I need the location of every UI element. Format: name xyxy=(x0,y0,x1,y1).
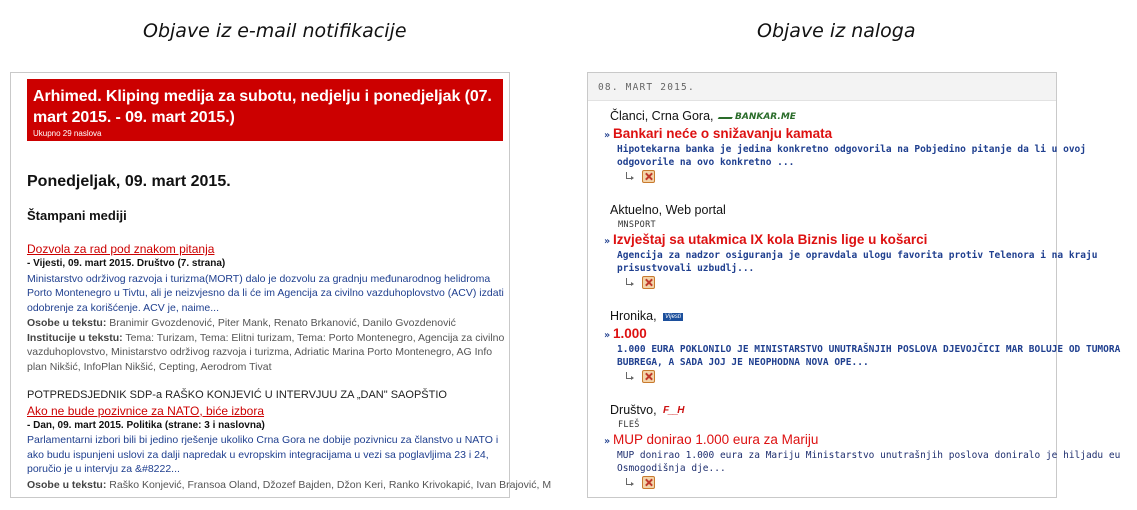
day-heading: Ponedjeljak, 09. mart 2015. xyxy=(27,173,231,190)
feed-item-actions xyxy=(625,476,655,489)
feed-item-summary: MUP donirao 1.000 eura za Mariju Ministarstvo unutrašnjih poslova doniralo je hiljadu eu Osmogodišnja dje... xyxy=(617,450,1121,474)
email-header-banner xyxy=(27,79,503,141)
account-feed-panel xyxy=(587,72,1121,498)
delete-icon[interactable] xyxy=(642,276,655,289)
category-text: Članci, Crna Gora, xyxy=(610,109,714,123)
article-meta: - Dan, 09. mart 2015. Politika (strane: 3 i naslovna) xyxy=(27,419,265,431)
article-people-line xyxy=(27,478,552,493)
share-arrow-icon[interactable] xyxy=(625,278,635,288)
article-people-line xyxy=(27,316,511,331)
article-title-link[interactable]: Ako ne bude pozivnice za NATO, biće izbora xyxy=(27,403,265,418)
feed-item-summary: Agencija za nadzor osiguranja je opravdala ulogu favorita protiv Telenora i na kraju prisustvovali uzbudlj... xyxy=(617,250,1098,274)
feed-item-category xyxy=(610,403,683,417)
double-chevron-icon: » xyxy=(604,330,611,341)
institutions-list: Tema: Turizam, Tema: Elitni turizam, Tema: Porto Montenegro, Agencija za civilno vazduhoplovstvo, Ministarstvo održivog razvoja i turizma, Adriatic Marina Porto Montenegro, AG Info plan Nikšić, InfoPlan Nikšić, Cepting, Aerodrom Tivat xyxy=(27,331,505,373)
feed-item-actions xyxy=(625,370,655,383)
share-arrow-icon[interactable] xyxy=(625,372,635,382)
double-chevron-icon: » xyxy=(604,436,611,447)
feed-item-category xyxy=(610,109,796,123)
people-label: Osobe u tekstu: xyxy=(27,478,107,491)
feed-item-title[interactable]: Izvještaj sa utakmica IX kola Biznis lige u košarci xyxy=(613,232,928,247)
feed-item-headline[interactable] xyxy=(604,431,818,449)
share-arrow-icon[interactable] xyxy=(625,172,635,182)
article-excerpt: Ministarstvo održivog razvoja i turizma(MORT) dalo je dozvolu za gradnju međunarodnog helidroma Porto Montenegro u Tivtu, ali je neizvjesno da li će im Agencija za civilno vazduhoplovstvo (ACV) izdati odobrenje za korišćenje. ACV je, naime... xyxy=(27,272,504,314)
feed-item-title[interactable]: 1.000 xyxy=(613,326,647,341)
institutions-label: Institucije u tekstu: xyxy=(27,331,123,344)
fles-logo-icon: F__H xyxy=(663,405,684,417)
feed-item-category: Aktuelno, Web portal xyxy=(610,203,726,217)
delete-icon[interactable] xyxy=(642,370,655,383)
feed-item-summary: Hipotekarna banka je jedina konkretno odgovorila na Pobjedino pitanje da li u ovoj odgovorile na ovo konkretno ... xyxy=(617,144,1086,168)
feed-item-title[interactable]: Bankari neće o snižavanju kamata xyxy=(613,126,833,141)
feed-item-title[interactable]: MUP donirao 1.000 eura za Mariju xyxy=(613,432,819,447)
article-title-link[interactable]: Dozvola za rad pod znakom pitanja xyxy=(27,242,215,256)
bankar-logo-icon: BANKAR.ME xyxy=(720,111,796,122)
article-institutions-line xyxy=(27,331,511,375)
feed-item-headline[interactable] xyxy=(604,125,832,143)
share-arrow-icon[interactable] xyxy=(625,478,635,488)
delete-icon[interactable] xyxy=(642,476,655,489)
article-excerpt: Parlamentarni izbori bili bi jedino rješenje ukoliko Crna Gora ne dobije pozivnicu za članstvo u NATO i ako budu ispunjeni uslovi za dalji napredak u evropskim integracijama u vezi sa poglavljima 23 i 24, poručio je u intervju za &#8222... xyxy=(27,434,499,475)
feed-date: 08. MART 2015. xyxy=(598,82,695,93)
double-chevron-icon: » xyxy=(604,236,611,247)
feed-item-actions xyxy=(625,276,655,289)
people-list: Raško Konjević, Fransoa Oland, Džozef Bajden, Džon Keri, Ranko Krivokapić, Ivan Brajović, M xyxy=(109,478,552,491)
feed-item-actions xyxy=(625,170,655,183)
date-bar xyxy=(588,73,1056,101)
caption-email-notifications: Objave iz e-mail notifikacije xyxy=(143,20,407,42)
people-list: Branimir Gvozdenović, Piter Mank, Renato Brkanović, Danilo Gvozdenović xyxy=(109,317,456,329)
article-kicker: POTPREDSJEDNIK SDP-a RAŠKO KONJEVIĆ U INTERVJUU ZA „DAN" SAOPŠTIO xyxy=(27,389,447,401)
category-text: Hronika, xyxy=(610,309,657,323)
feed-item-outlet: MNSPORT xyxy=(618,220,656,230)
feed-item-headline[interactable] xyxy=(604,325,647,343)
delete-icon[interactable] xyxy=(642,170,655,183)
section-heading: Štampani mediji xyxy=(27,208,127,223)
vijesti-logo-icon: Vijesti xyxy=(665,313,681,320)
feed-item-summary: 1.000 EURA POKLONILO JE MINISTARSTVO UNUTRAŠNJIH POSLOVA DJEVOJČICI MAR BOLUJE OD TUMORA BUBREGA, A SADA JOJ JE NEOPHODNA NOVA OPE... xyxy=(617,344,1121,368)
people-label: Osobe u tekstu: xyxy=(27,317,107,329)
feed-item-headline[interactable] xyxy=(604,231,927,249)
email-notification-panel xyxy=(10,72,552,498)
email-header-title: Arhimed. Kliping medija za subotu, nedjelju i ponedjeljak (07. mart 2015. - 09. mart 2015.) xyxy=(33,88,492,126)
category-text: Društvo, xyxy=(610,403,657,417)
article-meta: - Vijesti, 09. mart 2015. Društvo (7. strana) xyxy=(27,258,226,269)
double-chevron-icon: » xyxy=(604,130,611,141)
feed-item-category xyxy=(610,309,683,323)
email-header-subtitle: Ukupno 29 naslova xyxy=(33,129,102,138)
caption-account-posts: Objave iz naloga xyxy=(757,20,916,42)
feed-item-outlet: FLEŠ xyxy=(618,420,640,430)
email-article xyxy=(27,241,511,374)
email-article xyxy=(27,388,552,492)
